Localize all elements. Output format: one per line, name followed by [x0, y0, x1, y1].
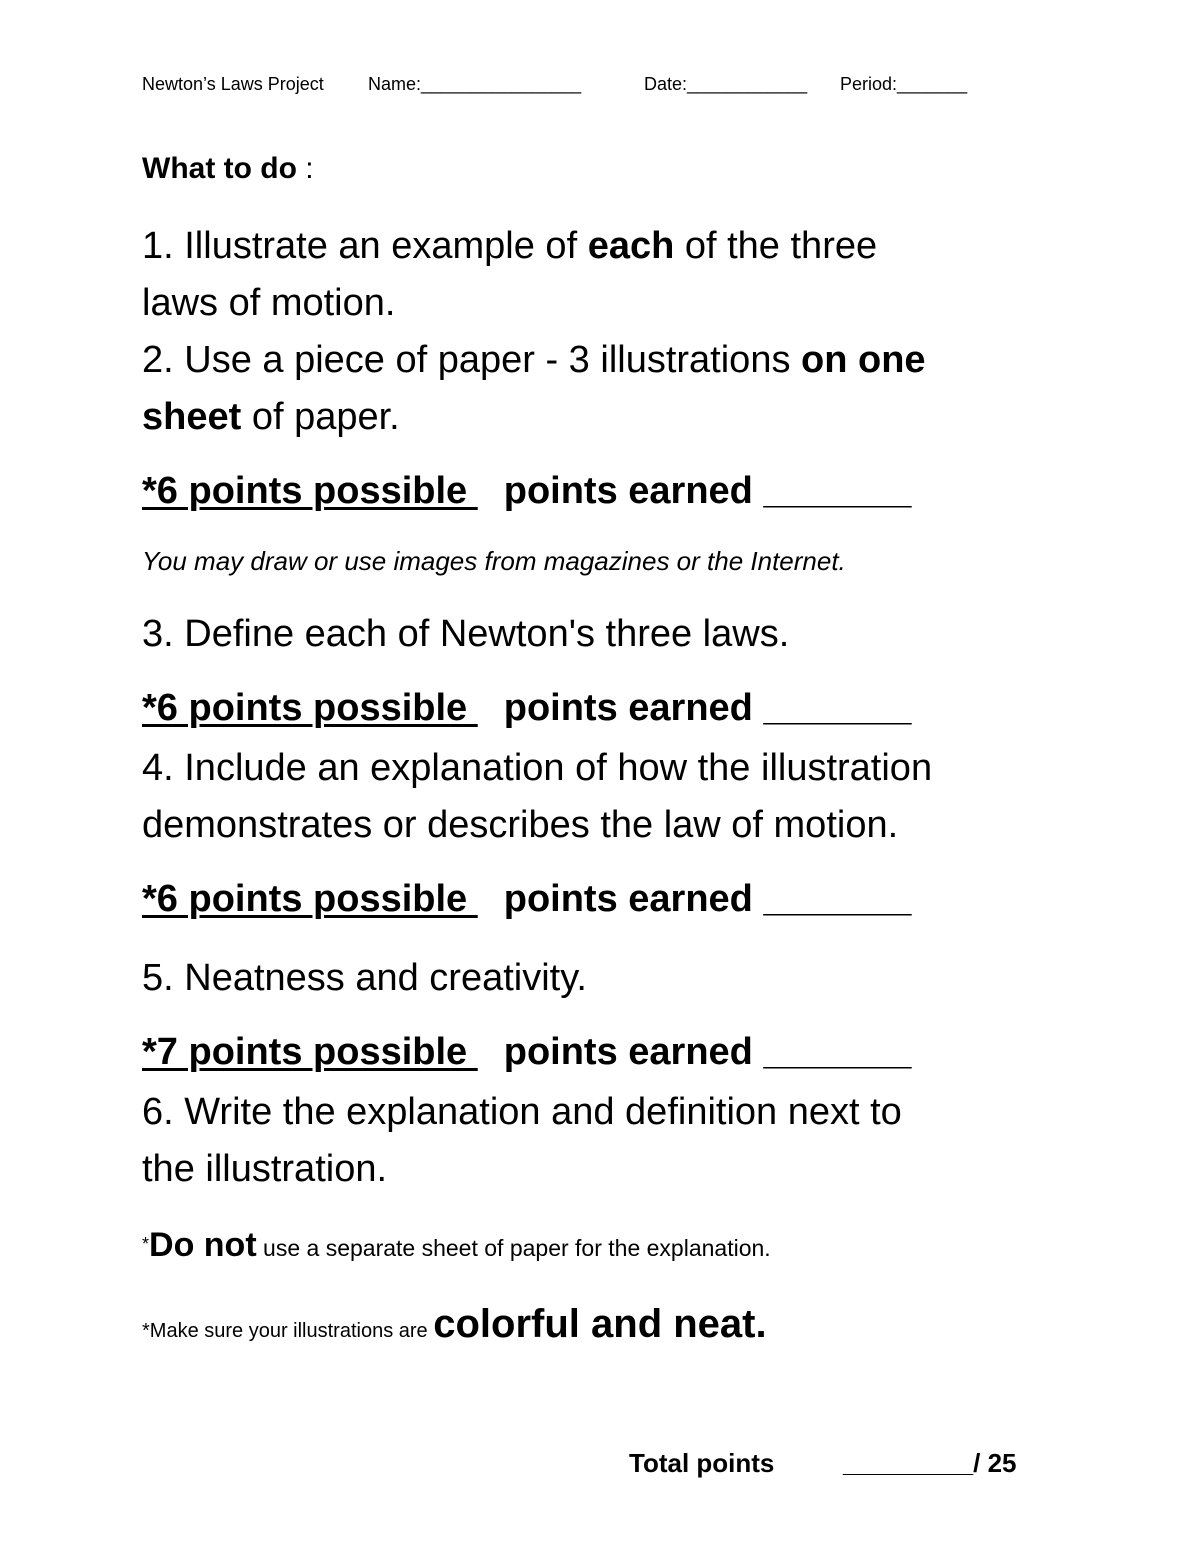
period-field: Period:_______ — [840, 74, 968, 94]
score-row-4 — [142, 1031, 911, 1074]
item2-text-a: 2. Use a piece of paper - 3 illustrations — [142, 339, 802, 381]
do-not-bold: Do not — [149, 1226, 257, 1264]
item1-line2: laws of motion. — [142, 282, 396, 324]
what-to-do-colon: : — [296, 152, 314, 185]
item2-line1 — [142, 332, 926, 389]
note-star: * — [142, 1234, 150, 1254]
date-field: Date:____________ — [644, 74, 808, 94]
points-earned-blank: points earned _______ — [503, 878, 912, 920]
colorful-note — [142, 1302, 767, 1347]
item2-text-b: of paper. — [241, 396, 400, 438]
item1-line1 — [142, 218, 877, 275]
item4-line1: 4. Include an explanation of how the illustration — [142, 747, 933, 789]
item6-line2: the illustration. — [142, 1148, 388, 1190]
images-note: You may draw or use images from magazines or the Internet. — [142, 546, 846, 576]
note-rest: use a separate sheet of paper for the explanation. — [256, 1235, 771, 1261]
colorful-bold: colorful and neat. — [433, 1302, 767, 1346]
points-earned-blank: points earned _______ — [503, 470, 912, 512]
total-points-label: Total points — [629, 1448, 775, 1478]
project-title: Newton’s Laws Project — [142, 74, 324, 94]
item1-text-b: of the three — [674, 225, 878, 267]
what-to-do-heading — [142, 152, 314, 186]
points-possible: *6 points possible — [142, 878, 478, 920]
item1-text-a: 1. Illustrate an example of — [142, 225, 588, 267]
what-to-do-label: What to do — [142, 152, 297, 185]
score-row-1 — [142, 470, 911, 513]
colorful-lead: *Make sure your illustrations are — [142, 1320, 434, 1342]
separate-sheet-note — [142, 1226, 771, 1265]
item6-line1: 6. Write the explanation and definition next to — [142, 1091, 902, 1133]
total-points-blank: _________/ 25 — [843, 1448, 1017, 1478]
name-field: Name:________________ — [368, 74, 582, 94]
item2-bold-b: sheet — [142, 396, 242, 438]
points-possible: *6 points possible — [142, 470, 478, 512]
score-row-3 — [142, 878, 911, 921]
points-earned-blank: points earned _______ — [503, 687, 912, 729]
item5-line: 5. Neatness and creativity. — [142, 957, 587, 999]
item3-line: 3. Define each of Newton's three laws. — [142, 613, 790, 655]
points-earned-blank: points earned _______ — [503, 1031, 912, 1073]
points-possible: *7 points possible — [142, 1031, 478, 1073]
score-row-2 — [142, 687, 911, 730]
points-possible: *6 points possible — [142, 687, 478, 729]
item2-line2 — [142, 389, 400, 446]
item2-bold-a: on one — [801, 339, 926, 381]
item4-line2: demonstrates or describes the law of motion. — [142, 804, 899, 846]
item1-bold: each — [587, 225, 675, 267]
